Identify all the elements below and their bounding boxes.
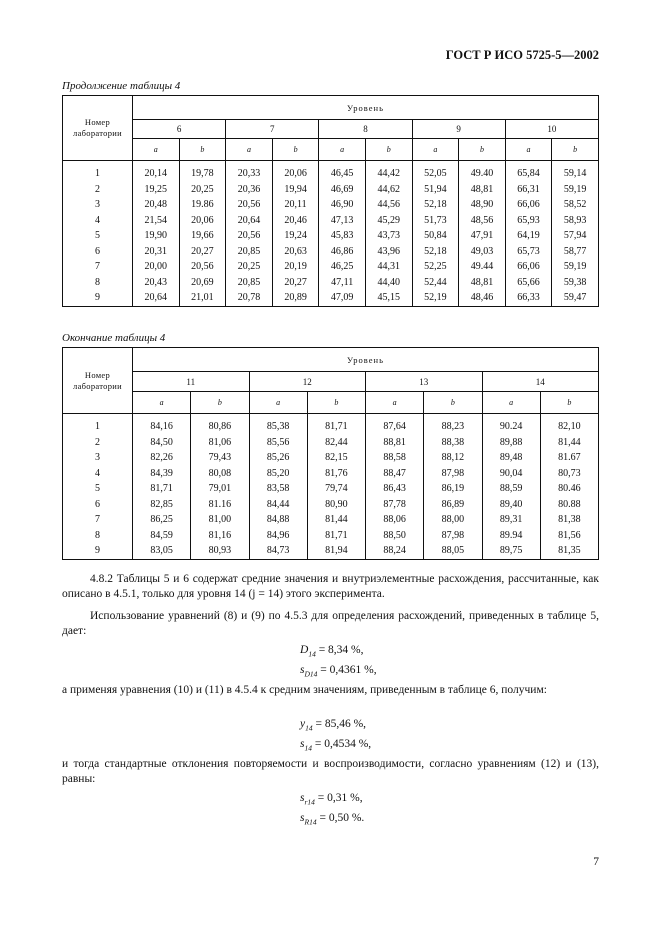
value-cell: 19,90 [133,228,180,244]
value-cell: 87,64 [366,419,424,435]
value-cell: 20,46 [272,213,319,229]
lab-number-cell: 2 [63,435,133,451]
paragraph-equations-8-9: Использование уравнений (8) и (9) по 4.5.3 для определения расхождений, приведенных в таблице 5, дает: [62,610,599,637]
value-cell: 81,44 [307,512,365,528]
value-cell: 88,47 [366,466,424,482]
value-cell: 88,24 [366,543,424,559]
lab-number-cell: 8 [63,528,133,544]
value-cell: 82,10 [540,419,598,435]
table-4-continued [62,95,599,307]
value-cell: 81.16 [191,497,249,513]
value-cell: 84,73 [249,543,307,559]
level-number: 11 [133,372,250,392]
value-cell: 66,06 [505,197,552,213]
lab-number-cell: 7 [63,512,133,528]
value-cell: 81,56 [540,528,598,544]
table-row [63,290,599,306]
value-cell: 85,26 [249,450,307,466]
column-label: b [424,392,482,414]
value-cell: 64,19 [505,228,552,244]
value-cell: 48,90 [459,197,506,213]
value-cell: 79,74 [307,481,365,497]
level-header: Уровень [133,348,599,372]
value-cell: 79,43 [191,450,249,466]
value-cell: 89,75 [482,543,540,559]
value-cell: 86,43 [366,481,424,497]
value-cell: 84,88 [249,512,307,528]
value-cell: 20,43 [133,275,180,291]
value-cell: 45,15 [365,290,412,306]
value-cell: 80,08 [191,466,249,482]
value-cell: 81,94 [307,543,365,559]
value-cell: 57,94 [552,228,599,244]
lab-number-cell: 3 [63,450,133,466]
column-label: a [319,139,366,161]
table-header-row [63,348,599,372]
value-cell: 88,59 [482,481,540,497]
value-cell: 20,85 [226,244,273,260]
value-cell: 65,73 [505,244,552,260]
value-cell: 20,69 [179,275,226,291]
column-label: a [226,139,273,161]
value-cell: 48,56 [459,213,506,229]
value-cell: 46,86 [319,244,366,260]
table-row [63,182,599,198]
value-cell: 47,91 [459,228,506,244]
value-cell: 88,23 [424,419,482,435]
table-row [63,228,599,244]
value-cell: 83,58 [249,481,307,497]
column-label: b [552,139,599,161]
value-cell: 65,93 [505,213,552,229]
value-cell: 59,38 [552,275,599,291]
value-cell: 84,96 [249,528,307,544]
value-cell: 20,06 [179,213,226,229]
table-row [63,497,599,513]
table2-caption: Окончание таблицы 4 [62,332,166,344]
equation-s14: $s_{14} = 0,4534$ %, [300,738,372,753]
table-row [63,435,599,451]
lab-number-cell: 1 [63,166,133,182]
value-cell: 20,78 [226,290,273,306]
value-cell: 20,27 [179,244,226,260]
table-header-row [63,96,599,120]
value-cell: 20,36 [226,182,273,198]
table-row [63,275,599,291]
value-cell: 19,66 [179,228,226,244]
value-cell: 59,19 [552,259,599,275]
value-cell: 88,12 [424,450,482,466]
value-cell: 83,05 [133,543,191,559]
value-cell: 89,88 [482,435,540,451]
lab-number-cell: 3 [63,197,133,213]
value-cell: 82,44 [307,435,365,451]
value-cell: 84,59 [133,528,191,544]
value-cell: 81,71 [307,419,365,435]
value-cell: 48,81 [459,275,506,291]
ab-header-row [63,139,599,161]
value-cell: 20,06 [272,166,319,182]
value-cell: 81,71 [307,528,365,544]
value-cell: 80,86 [191,419,249,435]
lab-number-cell: 9 [63,543,133,559]
value-cell: 80,73 [540,466,598,482]
table-row [63,512,599,528]
value-cell: 80,90 [307,497,365,513]
value-cell: 86,19 [424,481,482,497]
column-label: a [482,392,540,414]
equation-sR14: $s_{R14} = 0,50$ %. [300,812,365,827]
value-cell: 46,69 [319,182,366,198]
value-cell: 65,66 [505,275,552,291]
value-cell: 90.24 [482,419,540,435]
value-cell: 84,44 [249,497,307,513]
level-number: 7 [226,120,319,139]
value-cell: 20,89 [272,290,319,306]
table1-caption: Продолжение таблицы 4 [62,80,181,92]
ab-header-row [63,392,599,414]
value-cell: 19,25 [133,182,180,198]
lab-number-cell: 1 [63,419,133,435]
value-cell: 47,11 [319,275,366,291]
value-cell: 89.94 [482,528,540,544]
column-label: b [191,392,249,414]
value-cell: 85,20 [249,466,307,482]
lab-number-cell: 4 [63,466,133,482]
value-cell: 44,40 [365,275,412,291]
value-cell: 51,94 [412,182,459,198]
value-cell: 89,48 [482,450,540,466]
value-cell: 20,25 [179,182,226,198]
value-cell: 80.88 [540,497,598,513]
table-row [63,244,599,260]
value-cell: 46,25 [319,259,366,275]
value-cell: 48,46 [459,290,506,306]
table-row [63,197,599,213]
lab-number-cell: 8 [63,275,133,291]
value-cell: 50,84 [412,228,459,244]
value-cell: 81.67 [540,450,598,466]
value-cell: 20,31 [133,244,180,260]
level-number: 13 [366,372,483,392]
value-cell: 81,38 [540,512,598,528]
value-cell: 65,84 [505,166,552,182]
value-cell: 87,78 [366,497,424,513]
value-cell: 49.44 [459,259,506,275]
value-cell: 87,98 [424,466,482,482]
value-cell: 52,19 [412,290,459,306]
value-cell: 20,19 [272,259,319,275]
lab-header-line: Номер [84,117,111,127]
value-cell: 81,00 [191,512,249,528]
value-cell: 19,78 [179,166,226,182]
lab-header-line: лаборатории [73,128,122,138]
level-number: 6 [133,120,226,139]
column-label: a [412,139,459,161]
value-cell: 44,62 [365,182,412,198]
level-number: 9 [412,120,505,139]
paragraph-4-8-2: 4.8.2 Таблицы 5 и 6 содержат средние значения и внутриэлементные расхождения, рассчитанные, как описано в 4.5.1, только для уровня 14 (j = 14) этого эксперимента. [62,573,599,600]
value-cell: 20,56 [226,228,273,244]
value-cell: 52,25 [412,259,459,275]
lab-header-line: лаборатории [73,380,122,391]
column-label: b [459,139,506,161]
value-cell: 84,16 [133,419,191,435]
level-number: 8 [319,120,412,139]
value-cell: 21,54 [133,213,180,229]
value-cell: 20,56 [226,197,273,213]
table-row [63,419,599,435]
lab-number-cell: 4 [63,213,133,229]
value-cell: 20,56 [179,259,226,275]
column-label: b [307,392,365,414]
lab-number-cell: 7 [63,259,133,275]
value-cell: 81,35 [540,543,598,559]
value-cell: 81,06 [191,435,249,451]
level-numbers-row [63,120,599,139]
value-cell: 66,31 [505,182,552,198]
lab-number-cell: 6 [63,244,133,260]
value-cell: 66,06 [505,259,552,275]
value-cell: 20,00 [133,259,180,275]
value-cell: 88,38 [424,435,482,451]
value-cell: 48,81 [459,182,506,198]
value-cell: 20,48 [133,197,180,213]
value-cell: 66,33 [505,290,552,306]
equation-d14: $D_{14} = 8,34$ %, [300,644,364,659]
value-cell: 82,85 [133,497,191,513]
value-cell: 80.46 [540,481,598,497]
value-cell: 88,00 [424,512,482,528]
column-label: b [540,392,598,414]
column-label: b [272,139,319,161]
value-cell: 46,90 [319,197,366,213]
value-cell: 89,31 [482,512,540,528]
lab-number-cell: 9 [63,290,133,306]
lab-number-cell: 6 [63,497,133,513]
table-row [63,466,599,482]
value-cell: 88,81 [366,435,424,451]
equation-sr14: $s_{r14} = 0,31$ %, [300,792,363,807]
page-number: 7 [593,856,599,868]
value-cell: 20,85 [226,275,273,291]
table-row [63,259,599,275]
table-row [63,166,599,182]
value-cell: 85,38 [249,419,307,435]
value-cell: 81,76 [307,466,365,482]
value-cell: 51,73 [412,213,459,229]
value-cell: 46,45 [319,166,366,182]
value-cell: 47,13 [319,213,366,229]
value-cell: 20,11 [272,197,319,213]
lab-header-line: Номер [84,369,111,380]
value-cell: 85,56 [249,435,307,451]
paragraph-equations-10-11: а применяя уравнения (10) и (11) в 4.5.4 к средним значениям, приведенным в таблице 6, получим: [62,684,547,696]
column-label: a [133,392,191,414]
value-cell: 81,16 [191,528,249,544]
value-cell: 49.40 [459,166,506,182]
value-cell: 44,31 [365,259,412,275]
value-cell: 59,47 [552,290,599,306]
value-cell: 81,71 [133,481,191,497]
value-cell: 90,04 [482,466,540,482]
value-cell: 86,89 [424,497,482,513]
value-cell: 20,63 [272,244,319,260]
column-label: b [179,139,226,161]
document-header: ГОСТ Р ИСО 5725-5—2002 [445,48,599,62]
value-cell: 19,24 [272,228,319,244]
value-cell: 82,26 [133,450,191,466]
value-cell: 20,64 [226,213,273,229]
lab-number-header [63,348,133,414]
level-numbers-row [63,372,599,392]
value-cell: 52,44 [412,275,459,291]
table-row [63,450,599,466]
value-cell: 44,42 [365,166,412,182]
value-cell: 84,50 [133,435,191,451]
paragraph-equations-12-13: и тогда стандартные отклонения повторяемости и воспроизводимости, согласно уравнениям (12) и (13), равны: [62,758,599,785]
value-cell: 43,96 [365,244,412,260]
column-label: a [366,392,424,414]
value-cell: 88,06 [366,512,424,528]
value-cell: 20,33 [226,166,273,182]
table-row [63,481,599,497]
value-cell: 43,73 [365,228,412,244]
value-cell: 89,40 [482,497,540,513]
value-cell: 52,18 [412,244,459,260]
value-cell: 49,03 [459,244,506,260]
value-cell: 79,01 [191,481,249,497]
column-label: a [249,392,307,414]
level-number: 12 [249,372,366,392]
value-cell: 52,05 [412,166,459,182]
table-row [63,543,599,559]
value-cell: 20,14 [133,166,180,182]
column-label: a [505,139,552,161]
value-cell: 44,56 [365,197,412,213]
table-row [63,528,599,544]
value-cell: 52,18 [412,197,459,213]
value-cell: 45,29 [365,213,412,229]
value-cell: 88,05 [424,543,482,559]
value-cell: 19.86 [179,197,226,213]
value-cell: 45,83 [319,228,366,244]
value-cell: 59,19 [552,182,599,198]
table-row [63,213,599,229]
value-cell: 58,93 [552,213,599,229]
value-cell: 20,27 [272,275,319,291]
value-cell: 87,98 [424,528,482,544]
level-header: Уровень [133,96,599,120]
value-cell: 21,01 [179,290,226,306]
value-cell: 20,25 [226,259,273,275]
value-cell: 88,50 [366,528,424,544]
level-number: 14 [482,372,599,392]
value-cell: 81,44 [540,435,598,451]
value-cell: 80,93 [191,543,249,559]
value-cell: 86,25 [133,512,191,528]
equation-sd14: $s_{D14} = 0,4361$ %, [300,664,377,679]
value-cell: 58,52 [552,197,599,213]
equation-y14: $y_{14} = 85,46$ %, [300,718,367,733]
value-cell: 47,09 [319,290,366,306]
lab-number-header [63,96,133,161]
value-cell: 19,94 [272,182,319,198]
table-4-end [62,347,599,560]
level-number: 10 [505,120,598,139]
value-cell: 58,77 [552,244,599,260]
value-cell: 20,64 [133,290,180,306]
lab-number-cell: 5 [63,481,133,497]
value-cell: 82,15 [307,450,365,466]
value-cell: 59,14 [552,166,599,182]
lab-number-cell: 2 [63,182,133,198]
value-cell: 88,58 [366,450,424,466]
lab-number-cell: 5 [63,228,133,244]
value-cell: 84,39 [133,466,191,482]
column-label: a [133,139,180,161]
column-label: b [365,139,412,161]
